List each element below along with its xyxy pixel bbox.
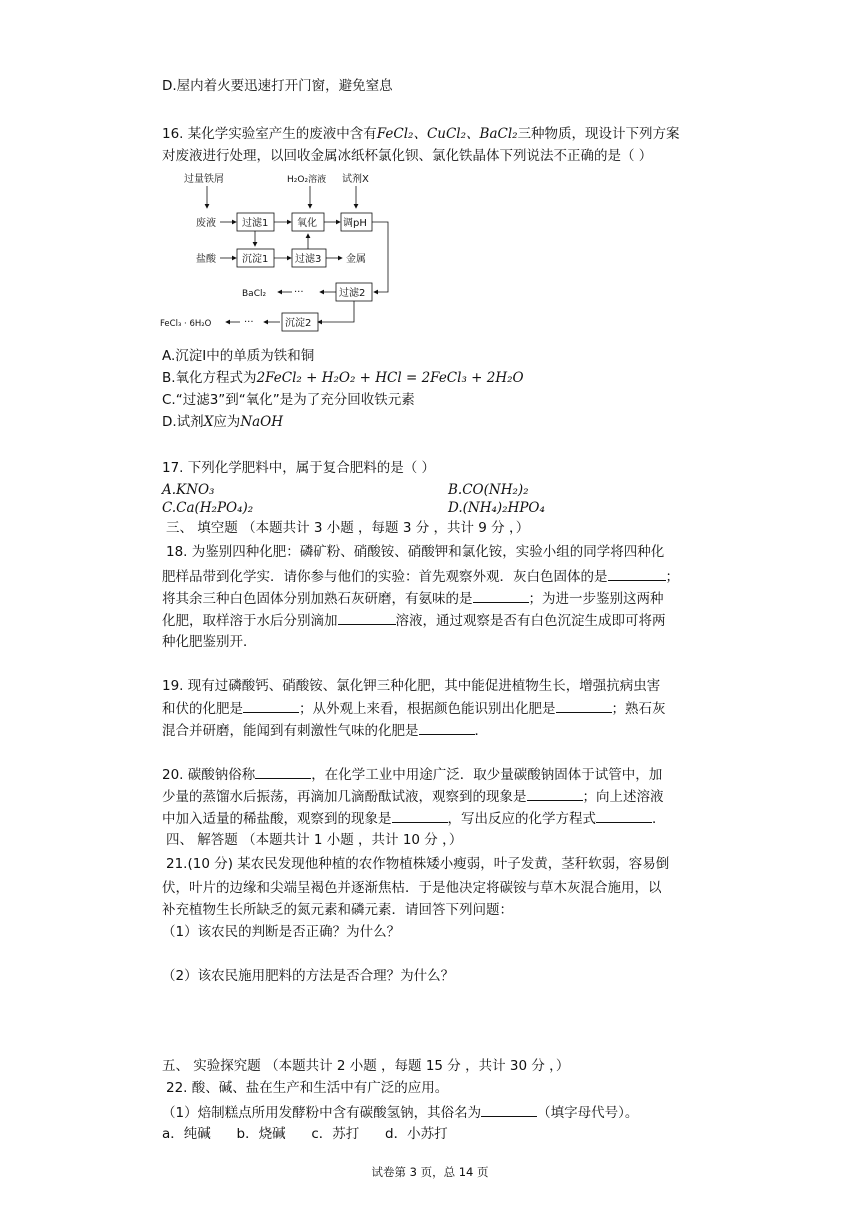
q21-line3: 补充植物生长所缺乏的氮元素和磷元素．请回答下列问题： xyxy=(162,902,513,918)
q21-sub1: （1）该农民的判断是否正确？为什么？ xyxy=(162,924,401,940)
answer-blank xyxy=(527,786,583,801)
q19-text-b: ；从外观上来看，根据颜色能识别出化肥是 xyxy=(299,701,556,717)
flow-metal-label: 金属 xyxy=(346,254,366,265)
q16-d-text: D.试剂 xyxy=(162,414,204,430)
flow-precip2-box: 沉淀2 xyxy=(285,318,312,329)
flow-adjust-ph-box: 调pH xyxy=(343,218,367,229)
flow-dots-1: ··· xyxy=(294,287,304,298)
process-flowchart xyxy=(160,172,400,340)
q16-formulas: FeCl₂、CuCl₂、BaCl₂ xyxy=(376,126,518,142)
flow-hcl-label: 盐酸 xyxy=(196,254,216,265)
flow-precip1-box: 沉淀1 xyxy=(242,254,269,265)
q18-text-end: ； xyxy=(665,569,679,585)
q16-b-text: B.氧化方程式为 xyxy=(162,370,257,386)
q22-options: a．纯碱 b．烧碱 c．苏打 d．小苏打 xyxy=(162,1126,448,1142)
answer-blank xyxy=(481,1102,537,1117)
q21-sub2: （2）该农民施用肥料的方法是否合理？为什么？ xyxy=(162,968,455,984)
q16-d-x: X xyxy=(203,414,214,430)
q16-option-b xyxy=(162,368,524,388)
flow-iron-label: 过量铁屑 xyxy=(184,174,224,185)
answer-blank xyxy=(243,698,299,713)
option-d-previous: D.屋内着火要迅速打开门窗，避免窒息 xyxy=(162,78,393,94)
q17-option-d: D.(NH₄)₂HPO₄ xyxy=(448,500,545,516)
q16-option-d xyxy=(162,412,283,432)
flow-waste-label: 废液 xyxy=(196,218,216,229)
q18-text: 肥样品带到化学实．请你参与他们的实验：首先观察外观．灰白色固体的是 xyxy=(162,569,608,585)
q16-option-c: C.“过滤3”到“氧化”是为了充分回收铁元素 xyxy=(162,392,415,408)
q22-line2 xyxy=(162,1102,638,1123)
q18-line2 xyxy=(162,566,679,587)
answer-blank xyxy=(392,808,448,823)
q19-text: 混合并研磨，能闻到有刺激性气味的化肥是 xyxy=(162,723,419,739)
q20-text-b: ，在化学工业中用途广泛．取少量碳酸钠固体于试管中，加 xyxy=(311,767,663,783)
q16-d-naoh: NaOH xyxy=(240,414,284,430)
question-16-line1 xyxy=(162,124,680,144)
q17-option-b: B.CO(NH₂)₂ xyxy=(448,482,529,498)
q22-text-b: （填字母代号）。 xyxy=(537,1105,639,1121)
q20-line2 xyxy=(162,786,664,807)
q19-text-c: ；熟石灰 xyxy=(611,701,666,717)
q20-line1 xyxy=(162,764,662,785)
q20-text-b: ，写出反应的化学方程式 xyxy=(447,811,596,827)
q20-text: 20. 碳酸钠俗称 xyxy=(162,767,256,783)
q21-line1: 21.(10 分) 某农民发现他种植的农作物植株矮小瘦弱，叶子发黄，茎秆软弱，容易倒 xyxy=(166,856,670,872)
q19-text: 和伏的化肥是 xyxy=(162,701,243,717)
q21-line2: 伏，叶片的边缘和尖端呈褐色并逐渐焦枯．于是他决定将碳铵与草木灰混合施用，以 xyxy=(162,880,662,896)
question-17: 17. 下列化学肥料中，属于复合肥料的是（ ） xyxy=(162,460,436,476)
section-5-heading: 五、 实验探究题 （本题共计 2 小题 ，每题 15 分 ，共计 30 分 ，） xyxy=(162,1058,570,1074)
q19-line2 xyxy=(162,698,666,719)
q16-b-equation: 2FeCl₂ + H₂O₂ + HCl = 2FeCl₃ + 2H₂O xyxy=(256,370,524,386)
answer-blank xyxy=(596,808,652,823)
q17-option-c: C.Ca(H₂PO₄)₂ xyxy=(162,500,254,516)
q16-text: 16. 某化学实验室产生的废液中含有 xyxy=(162,126,377,142)
q18-text-b: 溶液，通过观察是否有白色沉淀生成即可将两 xyxy=(395,613,666,629)
q20-text: 中加入适量的稀盐酸，观察到的现象是 xyxy=(162,811,392,827)
page-footer: 试卷第 3 页，总 14 页 xyxy=(371,1165,489,1179)
q19-line3 xyxy=(162,720,488,741)
q20-text: 少量的蒸馏水后振荡，再滴加几滴酚酞试液，观察到的现象是 xyxy=(162,789,527,805)
question-16-line2: 对废液进行处理，以回收金属冰纸杯氯化钡、氯化铁晶体下列说法不正确的是（ ） xyxy=(162,148,653,164)
flow-fecl3-label: FeCl₃ · 6H₂O xyxy=(160,319,212,329)
q19-line1: 19. 现有过磷酸钙、硝酸铵、氯化钾三种化肥，其中能促进植物生长，增强抗病虫害 xyxy=(162,678,661,694)
section-4-heading: 四、 解答题 （本题共计 1 小题 ，共计 10 分 ，） xyxy=(166,832,463,848)
q20-text-b: ；向上述溶液 xyxy=(582,789,664,805)
q18-line3 xyxy=(162,588,664,609)
q18-text-b: ；为进一步鉴别这两种 xyxy=(528,591,664,607)
flow-filter1-box: 过滤1 xyxy=(242,218,269,229)
flow-bacl2-label: BaCl₂ xyxy=(242,289,267,299)
flow-oxidize-box: 氧化 xyxy=(297,218,317,229)
q18-line1: 18. 为鉴别四种化肥：磷矿粉、硝酸铵、硝酸钾和氯化铵，实验小组的同学将四种化 xyxy=(166,544,665,560)
answer-blank xyxy=(556,698,612,713)
q18-line5: 种化肥鉴别开． xyxy=(162,634,257,650)
q16-option-a: A.沉淀I中的单质为铁和铜 xyxy=(162,348,315,364)
q22-text: （1）焙制糕点所用发酵粉中含有碳酸氢钠，其俗名为 xyxy=(162,1105,482,1121)
flow-filter3-box: 过滤3 xyxy=(295,254,322,265)
flow-filter2-box: 过滤2 xyxy=(339,288,366,299)
section-3-heading: 三、 填空题 （本题共计 3 小题 ，每题 3 分 ，共计 9 分 ，） xyxy=(166,520,530,536)
q20-line3 xyxy=(162,808,666,829)
q18-line4 xyxy=(162,610,666,631)
q18-text: 将其余三种白色固体分别加熟石灰研磨，有氨味的是 xyxy=(162,591,473,607)
q18-text: 化肥，取样溶于水后分别滴加 xyxy=(162,613,338,629)
answer-blank xyxy=(338,610,396,625)
answer-blank xyxy=(473,588,529,603)
flow-h2o2-label: H₂O₂溶液 xyxy=(287,175,327,185)
q20-text-c: ． xyxy=(652,811,666,827)
q19-text-b: ． xyxy=(474,723,488,739)
q22-line1: 22. 酸、碱、盐在生产和生活中有广泛的应用。 xyxy=(166,1080,449,1096)
flow-dots-2: ··· xyxy=(244,317,254,328)
q17-option-a: A.KNO₃ xyxy=(162,482,215,498)
q16-text-b: 三种物质，现设计下列方案 xyxy=(517,126,680,142)
q16-d-text2: 应为 xyxy=(213,414,241,430)
flow-reagent-x-label: 试剂X xyxy=(342,174,369,185)
answer-blank xyxy=(608,566,666,581)
answer-blank xyxy=(255,764,311,779)
answer-blank xyxy=(419,720,475,735)
